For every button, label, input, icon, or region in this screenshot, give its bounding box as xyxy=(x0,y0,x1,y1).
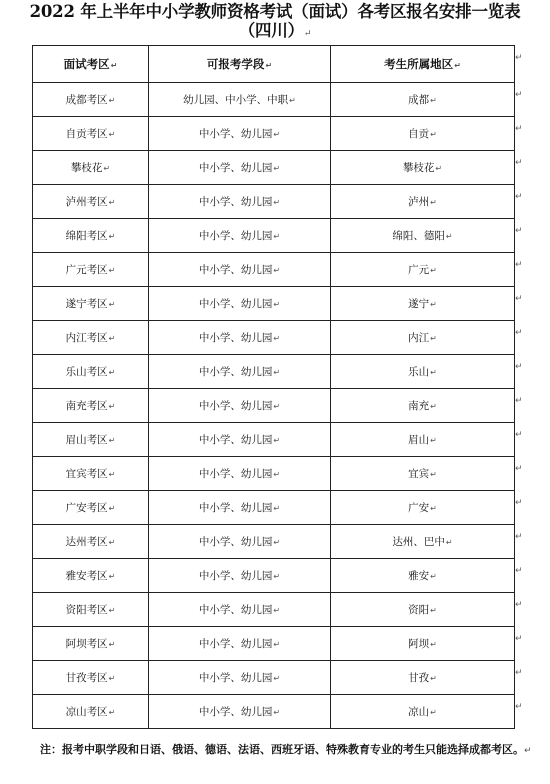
exam-area-cell: 内江考区↵ xyxy=(33,321,149,355)
school-level-cell: 中小学、幼儿园↵ xyxy=(149,117,331,151)
cell-mark-icon: ↵ xyxy=(108,470,116,479)
cell-mark-icon: ↵ xyxy=(108,606,116,615)
home-region-cell: 凉山↵ xyxy=(331,695,515,729)
school-level-cell: 中小学、幼儿园↵ xyxy=(149,253,331,287)
table-row xyxy=(33,287,515,321)
row-end-mark-icon: ↵ xyxy=(515,158,523,168)
school-level-cell: 中小学、幼儿园↵ xyxy=(149,321,331,355)
table-row xyxy=(33,627,515,661)
home-region-cell: 泸州↵ xyxy=(331,185,515,219)
cell-mark-icon: ↵ xyxy=(430,334,437,343)
table-row xyxy=(33,423,515,457)
cell-mark-icon: ↵ xyxy=(445,232,453,241)
exam-area-cell: 南充考区↵ xyxy=(33,389,149,423)
cell-mark-icon: ↵ xyxy=(273,674,281,683)
home-region-cell: 广安↵ xyxy=(331,491,515,525)
cell-mark-icon: ↵ xyxy=(430,470,437,479)
home-region-cell: 资阳↵ xyxy=(331,593,515,627)
table-row xyxy=(33,151,515,185)
exam-area-cell: 广元考区↵ xyxy=(33,253,149,287)
exam-area-cell: 资阳考区↵ xyxy=(33,593,149,627)
table-row xyxy=(33,457,515,491)
exam-area-table xyxy=(32,45,515,729)
cell-mark-icon: ↵ xyxy=(108,402,116,411)
cell-mark-icon: ↵ xyxy=(108,504,116,513)
row-end-mark-icon: ↵ xyxy=(515,430,523,440)
cell-mark-icon: ↵ xyxy=(454,61,461,70)
row-end-mark-icon: ↵ xyxy=(515,124,523,134)
row-end-mark-icon: ↵ xyxy=(515,53,523,63)
title-line-1: 2022 年上半年中小学教师资格考试（面试）各考区报名安排一览表 xyxy=(29,2,521,21)
exam-area-cell: 凉山考区↵ xyxy=(33,695,149,729)
exam-area-cell: 雅安考区↵ xyxy=(33,559,149,593)
cell-mark-icon: ↵ xyxy=(108,674,116,683)
cell-mark-icon: ↵ xyxy=(430,606,437,615)
cell-mark-icon: ↵ xyxy=(273,334,281,343)
cell-mark-icon: ↵ xyxy=(273,606,281,615)
table-row xyxy=(33,117,515,151)
cell-mark-icon: ↵ xyxy=(273,402,281,411)
cell-mark-icon: ↵ xyxy=(430,130,437,139)
home-region-cell: 攀枝花↵ xyxy=(331,151,515,185)
row-end-mark-icon: ↵ xyxy=(515,192,523,202)
cell-mark-icon: ↵ xyxy=(108,198,116,207)
cell-mark-icon: ↵ xyxy=(273,164,281,173)
table-row xyxy=(33,185,515,219)
exam-area-cell: 广安考区↵ xyxy=(33,491,149,525)
cell-mark-icon: ↵ xyxy=(430,96,437,105)
exam-area-cell: 成都考区↵ xyxy=(33,83,149,117)
home-region-cell: 广元↵ xyxy=(331,253,515,287)
cell-mark-icon: ↵ xyxy=(108,436,116,445)
cell-mark-icon: ↵ xyxy=(273,436,281,445)
cell-mark-icon: ↵ xyxy=(273,198,281,207)
table-row xyxy=(33,661,515,695)
cell-mark-icon: ↵ xyxy=(108,368,116,377)
exam-area-cell: 宜宾考区↵ xyxy=(33,457,149,491)
home-region-cell: 遂宁↵ xyxy=(331,287,515,321)
row-end-mark-icon: ↵ xyxy=(515,566,523,576)
cell-mark-icon: ↵ xyxy=(273,300,281,309)
school-level-cell: 中小学、幼儿园↵ xyxy=(149,525,331,559)
cell-mark-icon: ↵ xyxy=(273,266,281,275)
row-end-mark-icon: ↵ xyxy=(515,600,523,610)
footnote: 注：报考中职学段和日语、俄语、德语、法语、西班牙语、特殊教育专业的考生只能选择成都考区。↵ xyxy=(40,743,532,756)
cell-mark-icon: ↵ xyxy=(108,708,116,717)
row-end-mark-icon: ↵ xyxy=(515,464,523,474)
paragraph-mark-icon: ↵ xyxy=(524,746,532,756)
cell-mark-icon: ↵ xyxy=(435,164,443,173)
cell-mark-icon: ↵ xyxy=(430,504,437,513)
table-row xyxy=(33,355,515,389)
school-level-cell: 中小学、幼儿园↵ xyxy=(149,491,331,525)
exam-area-cell: 自贡考区↵ xyxy=(33,117,149,151)
home-region-cell: 内江↵ xyxy=(331,321,515,355)
school-level-cell: 中小学、幼儿园↵ xyxy=(149,457,331,491)
school-level-cell: 中小学、幼儿园↵ xyxy=(149,389,331,423)
cell-mark-icon: ↵ xyxy=(430,708,437,717)
exam-area-cell: 乐山考区↵ xyxy=(33,355,149,389)
cell-mark-icon: ↵ xyxy=(430,674,437,683)
cell-mark-icon: ↵ xyxy=(273,538,281,547)
home-region-cell: 绵阳、德阳↵ xyxy=(331,219,515,253)
school-level-cell: 中小学、幼儿园↵ xyxy=(149,559,331,593)
home-region-cell: 甘孜↵ xyxy=(331,661,515,695)
table-row xyxy=(33,525,515,559)
cell-mark-icon: ↵ xyxy=(108,130,116,139)
cell-mark-icon: ↵ xyxy=(103,164,111,173)
cell-mark-icon: ↵ xyxy=(273,708,281,717)
school-level-cell: 中小学、幼儿园↵ xyxy=(149,219,331,253)
cell-mark-icon: ↵ xyxy=(108,572,116,581)
table-row xyxy=(33,253,515,287)
cell-mark-icon: ↵ xyxy=(108,300,116,309)
row-end-mark-icon: ↵ xyxy=(515,294,523,304)
row-end-mark-icon: ↵ xyxy=(515,260,523,270)
cell-mark-icon: ↵ xyxy=(108,96,116,105)
document-title xyxy=(0,2,550,44)
row-end-mark-icon: ↵ xyxy=(515,702,523,712)
cell-mark-icon: ↵ xyxy=(430,368,437,377)
row-end-mark-icon: ↵ xyxy=(515,498,523,508)
table-header-row xyxy=(33,46,515,83)
header-school-level: 可报考学段↵ xyxy=(149,46,331,83)
school-level-cell: 幼儿园、中小学、中职↵ xyxy=(149,83,331,117)
cell-mark-icon: ↵ xyxy=(430,198,437,207)
home-region-cell: 达州、巴中↵ xyxy=(331,525,515,559)
table-row xyxy=(33,491,515,525)
row-end-mark-icon: ↵ xyxy=(515,90,523,100)
header-exam-area: 面试考区↵ xyxy=(33,46,149,83)
table-row xyxy=(33,321,515,355)
exam-area-cell: 遂宁考区↵ xyxy=(33,287,149,321)
exam-area-cell: 眉山考区↵ xyxy=(33,423,149,457)
row-end-mark-icon: ↵ xyxy=(515,634,523,644)
exam-area-cell: 阿坝考区↵ xyxy=(33,627,149,661)
home-region-cell: 雅安↵ xyxy=(331,559,515,593)
school-level-cell: 中小学、幼儿园↵ xyxy=(149,593,331,627)
cell-mark-icon: ↵ xyxy=(445,538,453,547)
title-line-2: （四川）↵ xyxy=(238,21,312,40)
cell-mark-icon: ↵ xyxy=(430,436,437,445)
school-level-cell: 中小学、幼儿园↵ xyxy=(149,287,331,321)
school-level-cell: 中小学、幼儿园↵ xyxy=(149,661,331,695)
paragraph-mark-icon: ↵ xyxy=(303,29,312,39)
exam-area-cell: 绵阳考区↵ xyxy=(33,219,149,253)
cell-mark-icon: ↵ xyxy=(273,130,281,139)
home-region-cell: 阿坝↵ xyxy=(331,627,515,661)
cell-mark-icon: ↵ xyxy=(273,572,281,581)
cell-mark-icon: ↵ xyxy=(108,232,116,241)
school-level-cell: 中小学、幼儿园↵ xyxy=(149,185,331,219)
cell-mark-icon: ↵ xyxy=(430,266,437,275)
table-row xyxy=(33,83,515,117)
school-level-cell: 中小学、幼儿园↵ xyxy=(149,355,331,389)
row-end-mark-icon: ↵ xyxy=(515,328,523,338)
row-end-mark-icon: ↵ xyxy=(515,532,523,542)
cell-mark-icon: ↵ xyxy=(108,266,116,275)
table-row xyxy=(33,219,515,253)
school-level-cell: 中小学、幼儿园↵ xyxy=(149,423,331,457)
home-region-cell: 成都↵ xyxy=(331,83,515,117)
exam-area-cell: 甘孜考区↵ xyxy=(33,661,149,695)
cell-mark-icon: ↵ xyxy=(273,640,281,649)
cell-mark-icon: ↵ xyxy=(273,470,281,479)
school-level-cell: 中小学、幼儿园↵ xyxy=(149,627,331,661)
cell-mark-icon: ↵ xyxy=(430,300,437,309)
home-region-cell: 宜宾↵ xyxy=(331,457,515,491)
cell-mark-icon: ↵ xyxy=(110,61,118,70)
school-level-cell: 中小学、幼儿园↵ xyxy=(149,151,331,185)
header-home-region: 考生所属地区↵ xyxy=(331,46,515,83)
row-end-mark-icon: ↵ xyxy=(515,362,523,372)
table-row xyxy=(33,593,515,627)
exam-area-cell: 攀枝花↵ xyxy=(33,151,149,185)
cell-mark-icon: ↵ xyxy=(289,96,296,105)
cell-mark-icon: ↵ xyxy=(273,504,281,513)
cell-mark-icon: ↵ xyxy=(108,334,116,343)
row-end-mark-icon: ↵ xyxy=(515,668,523,678)
cell-mark-icon: ↵ xyxy=(430,640,437,649)
table-row xyxy=(33,695,515,729)
home-region-cell: 眉山↵ xyxy=(331,423,515,457)
cell-mark-icon: ↵ xyxy=(265,61,273,70)
cell-mark-icon: ↵ xyxy=(108,538,116,547)
table-row xyxy=(33,389,515,423)
home-region-cell: 自贡↵ xyxy=(331,117,515,151)
exam-area-cell: 达州考区↵ xyxy=(33,525,149,559)
school-level-cell: 中小学、幼儿园↵ xyxy=(149,695,331,729)
cell-mark-icon: ↵ xyxy=(108,640,116,649)
cell-mark-icon: ↵ xyxy=(273,232,281,241)
cell-mark-icon: ↵ xyxy=(273,368,281,377)
exam-area-cell: 泸州考区↵ xyxy=(33,185,149,219)
cell-mark-icon: ↵ xyxy=(430,402,437,411)
table-row xyxy=(33,559,515,593)
home-region-cell: 乐山↵ xyxy=(331,355,515,389)
home-region-cell: 南充↵ xyxy=(331,389,515,423)
cell-mark-icon: ↵ xyxy=(430,572,437,581)
row-end-mark-icon: ↵ xyxy=(515,226,523,236)
row-end-mark-icon: ↵ xyxy=(515,396,523,406)
